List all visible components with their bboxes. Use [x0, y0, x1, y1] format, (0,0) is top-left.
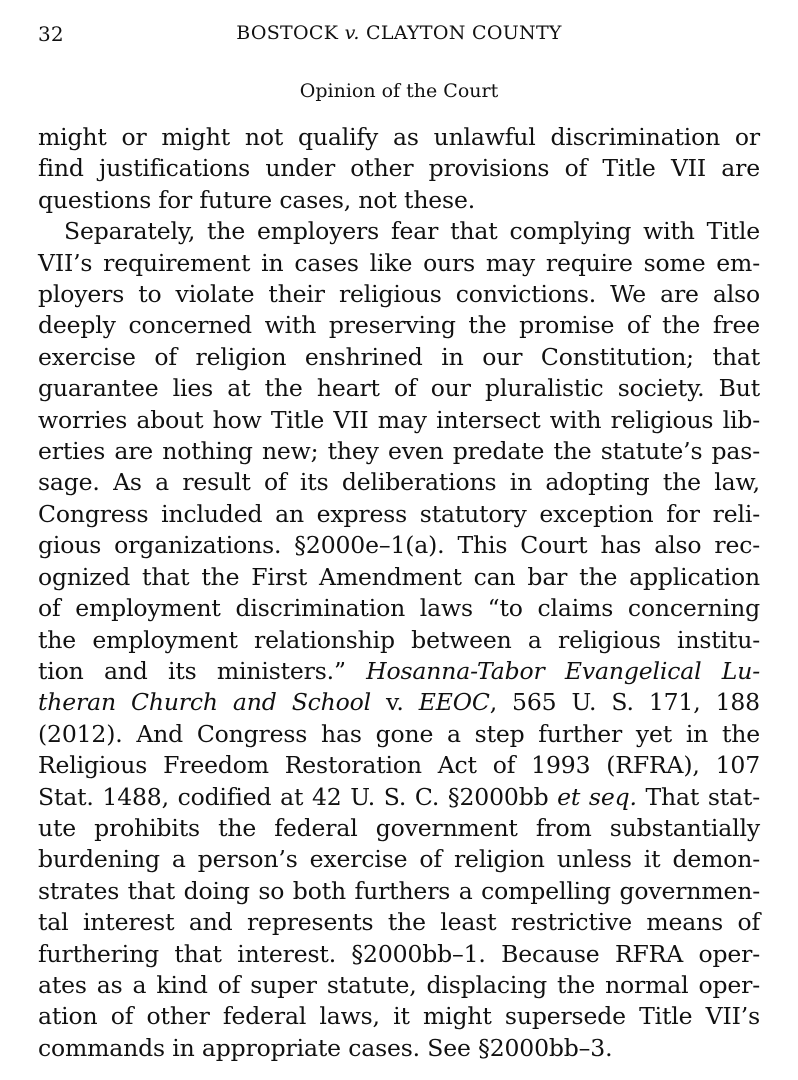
case-citation-italic: Hosanna-Tabor Evangelical Lu-	[366, 656, 760, 685]
text-line: (2012). And Congress has gone a step further yet in the	[38, 719, 760, 748]
opinion-body	[38, 122, 760, 1064]
text-line: gious organizations. §2000e–1(a). This Court has also rec-	[38, 531, 760, 560]
text-line: erties are nothing new; they even predate the statute’s pas-	[38, 437, 760, 466]
text-line: Congress included an express statutory exception for reli-	[38, 499, 760, 528]
text-line: exercise of religion enshrined in our Constitution; that	[38, 342, 760, 371]
text-segment: tion and its ministers.”	[38, 656, 367, 685]
text-line: ute prohibits the federal government from substantially	[38, 813, 760, 842]
text-line	[38, 782, 760, 813]
text-line: might or might not qualify as unlawful discrimination or	[38, 123, 760, 151]
text-line: ognized that the First Amendment can bar the application	[38, 562, 760, 591]
text-line: ation of other federal laws, it might supersede Title VII’s	[38, 1002, 760, 1031]
text-line: strates that doing so both furthers a compelling governmen-	[38, 876, 760, 905]
paragraph-2	[38, 216, 760, 1064]
case-title-right: CLAYTON COUNTY	[359, 22, 562, 44]
page-header	[0, 18, 798, 52]
text-line: worries about how Title VII may intersect with religious lib-	[38, 405, 760, 434]
text-line	[38, 656, 760, 687]
case-citation-italic: theran Church and School	[38, 688, 371, 717]
text-segment: , 565 U. S. 171, 188	[489, 688, 760, 717]
text-line: guarantee lies at the heart of our pluralistic society. But	[38, 374, 760, 403]
case-title-left: BOSTOCK	[236, 22, 345, 44]
case-citation-italic: EEOC	[418, 688, 490, 717]
text-line: ates as a kind of super statute, displacing the normal oper-	[38, 970, 760, 999]
text-line: find justifications under other provisions of Title VII are	[38, 154, 760, 183]
text-line: sage. As a result of its deliberations in adopting the law,	[38, 468, 760, 497]
case-title-v: v.	[344, 22, 360, 44]
text-segment: Stat. 1488, codified at 42 U. S. C. §2000bb	[38, 782, 558, 811]
text-line	[38, 687, 760, 718]
text-segment: v.	[371, 688, 419, 717]
text-line: deeply concerned with preserving the promise of the free	[38, 311, 760, 340]
paragraph-1	[38, 122, 760, 216]
opinion-subheading: Opinion of the Court	[299, 80, 499, 102]
text-segment: That stat-	[636, 782, 760, 811]
text-line: Separately, the employers fear that complying with Title	[64, 217, 760, 246]
page-number: 32	[38, 22, 64, 46]
text-line: Religious Freedom Restoration Act of 1993 (RFRA), 107	[38, 751, 760, 780]
text-line: tal interest and represents the least restrictive means of	[38, 908, 760, 937]
case-title	[0, 22, 798, 44]
text-line: the employment relationship between a religious institu-	[38, 625, 760, 654]
text-line: furthering that interest. §2000bb–1. Because RFRA oper-	[38, 939, 760, 968]
et-seq-italic: et seq.	[557, 782, 637, 811]
text-line: of employment discrimination laws “to claims concerning	[38, 594, 760, 623]
text-line: ployers to violate their religious convictions. We are also	[38, 280, 760, 309]
text-line: commands in appropriate cases. See §2000bb–3.	[38, 1033, 613, 1062]
text-line: questions for future cases, not these.	[38, 185, 476, 214]
text-line: VII’s requirement in cases like ours may require some em-	[38, 248, 760, 277]
text-line: burdening a person’s exercise of religion unless it demon-	[38, 845, 760, 874]
